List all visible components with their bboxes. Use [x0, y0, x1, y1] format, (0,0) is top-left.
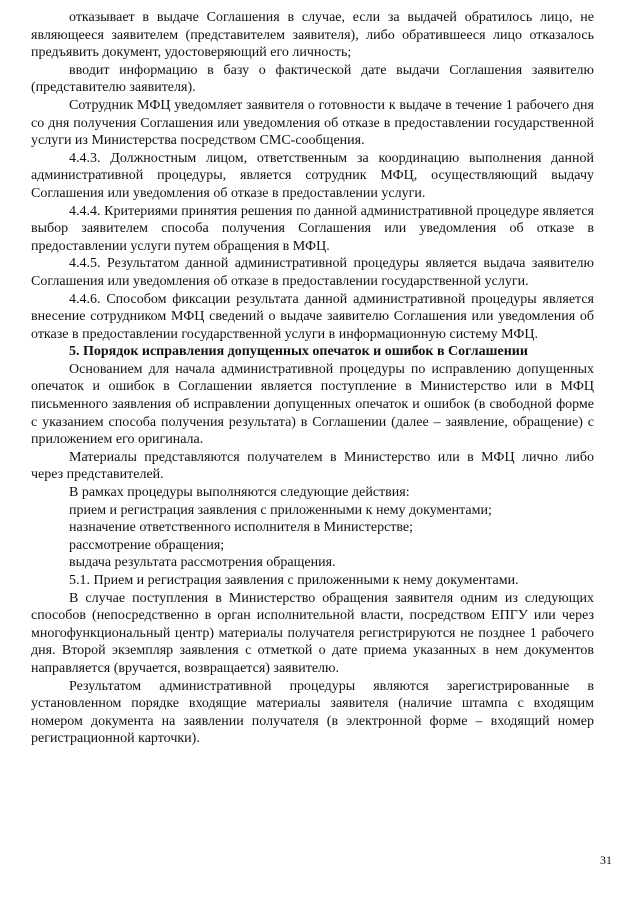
- paragraph-registration: В случае поступления в Министерство обращения заявителя одним из следующих способов (непосредственно в орган исполнительной власти, посредством ЕПГУ или через многофункциональный центр) материалы получателя регистрируются не позднее 1 рабочего дня. Второй экземпляр заявления с отметкой о дате приема указанных в нем документов направляется (вручается, возвращается) заявителю.: [31, 590, 594, 676]
- paragraph-refusal-issue: отказывает в выдаче Соглашения в случае, если за выдачей обратилось лицо, не являющееся заявителем (представителем заявителя), либо обратившееся лицо отказалось предъявить документ, удостоверяющий его личность;: [31, 10, 594, 61]
- paragraph-4-4-3: 4.4.3. Должностным лицом, ответственным за координацию выполнения данной административной процедуры, является сотрудник МФЦ, осуществляющий выдачу Соглашения или уведомления об отказе в предоставлении услуги.: [31, 150, 594, 201]
- list-item-reception: прием и регистрация заявления с приложенными к нему документами;: [69, 502, 492, 518]
- paragraph-materials: Материалы представляются получателем в Министерство или в МФЦ лично либо через представителей.: [31, 449, 594, 483]
- paragraph-actions-intro: В рамках процедуры выполняются следующие действия:: [69, 485, 410, 501]
- paragraph-4-4-5: 4.4.5. Результатом данной административной процедуры является выдача заявителю Соглашения или уведомления об отказе в предоставлении государственной услуги.: [31, 256, 594, 289]
- paragraph-mfc-notify: Сотрудник МФЦ уведомляет заявителя о готовности к выдаче в течение 1 рабочего дня со дня получения Соглашения или уведомления об отказе в предоставлении государственной услуги из Министерства посредством СМС-сообщения.: [31, 97, 594, 149]
- page-number: 31: [600, 853, 612, 867]
- document-body: [31, 9, 594, 748]
- section-5-1-heading: 5.1. Прием и регистрация заявления с приложенными к нему документами.: [69, 573, 519, 588]
- paragraph-enter-date: вводит информацию в базу о фактической дате выдачи Соглашения заявителю (представителю заявителя).: [31, 62, 594, 96]
- section-5-heading: 5. Порядок исправления допущенных опечаток и ошибок в Соглашении: [69, 344, 528, 360]
- list-item-assign: назначение ответственного исполнителя в Министерстве;: [69, 520, 414, 536]
- paragraph-basis: Основанием для начала административной процедуры по исправлению допущенных опечаток и ошибок в Соглашении является поступление в Министерство или в МФЦ письменного заявления об исправлении допущенных опечаток и ошибок (в свободной форме с указанием способа получения результата) в Соглашении (далее – заявление, обращение) с приложением его оригинала.: [31, 361, 594, 448]
- paragraph-4-4-4: 4.4.4. Критериями принятия решения по данной административной процедуре является выбор заявителем способа получения Соглашения или уведомления об отказе в предоставлении услуги путем обращения в МФЦ.: [31, 203, 594, 254]
- list-item-review: рассмотрение обращения;: [69, 537, 225, 553]
- list-item-result: выдача результата рассмотрения обращения.: [69, 555, 336, 571]
- paragraph-4-4-6: 4.4.6. Способом фиксации результата данной административной процедуры является внесение сотрудником МФЦ сведений о выдаче заявителю Соглашения или уведомления об отказе в предоставлении государственной услуги в информационную систему МФЦ.: [31, 291, 594, 342]
- paragraph-procedure-result: Результатом административной процедуры являются зарегистрированные в установленном порядке входящие материалы заявителя (наличие штампа с входящим номером документа на заявлении получателя (в электронной форме – входящий номер регистрационной карточки).: [31, 678, 594, 747]
